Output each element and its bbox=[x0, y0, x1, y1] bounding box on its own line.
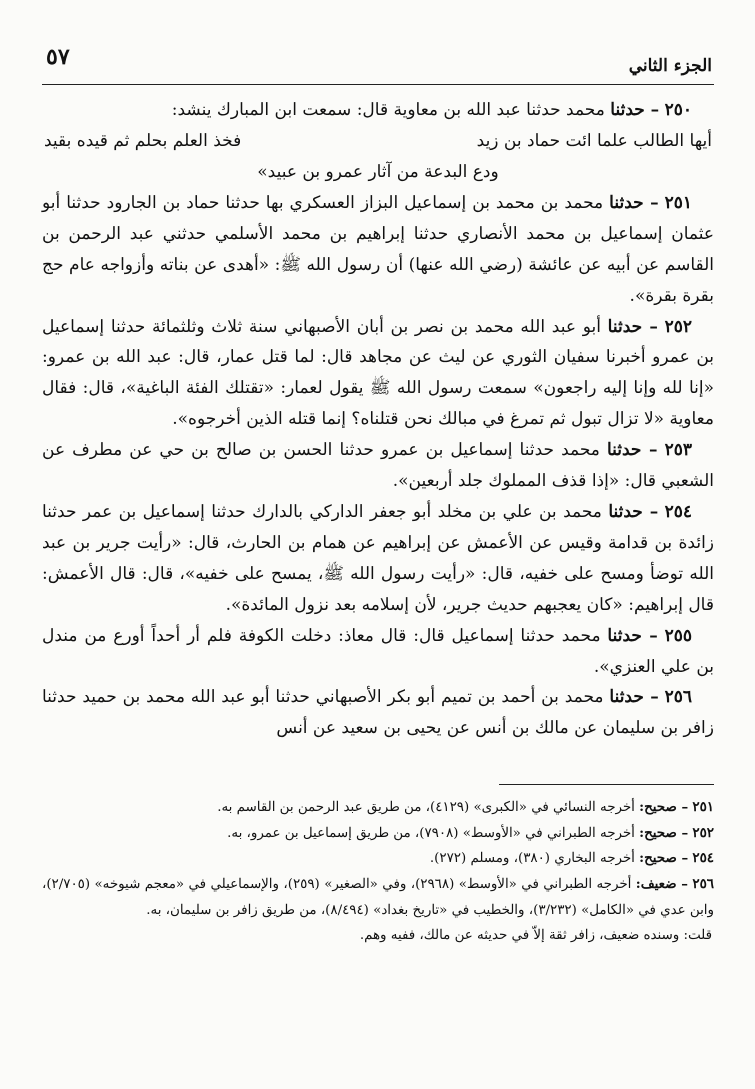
entry-lead: حدثنا bbox=[610, 100, 645, 120]
footnote-grade: صحيح: bbox=[639, 799, 677, 816]
hadith-entry-253: ٢٥٣ – حدثنا محمد حدثنا إسماعيل بن عمرو حدثنا الحسن بن صالح بن حي عن مطرف عن الشعبي قال: «إذا قذف المملوك جلد أربعين». bbox=[42, 440, 714, 492]
footnote-number: ٢٥٤ bbox=[692, 850, 714, 867]
entry-lead: حدثنا bbox=[608, 501, 643, 522]
footnote-text: أخرجه النسائي في «الكبرى» (٤١٢٩)، من طريق عبد الرحمن بن القاسم به. bbox=[217, 800, 635, 816]
footnote-251: ٢٥١ – صحيح: أخرجه النسائي في «الكبرى» (٤١٢٩)، من طريق عبد الرحمن بن القاسم به. bbox=[217, 799, 714, 816]
footnote-grade: ضعيف: bbox=[635, 876, 677, 892]
hadith-entry-250: ٢٥٠ – حدثنا محمد حدثنا عبد الله بن معاوية قال: سمعت ابن المبارك ينشد: bbox=[171, 100, 692, 120]
entry-text: محمد حدثنا إسماعيل بن عمرو حدثنا الحسن بن صالح بن حي عن مطرف عن الشعبي قال: «إذا قذف المملوك جلد أربعين». bbox=[42, 440, 714, 492]
footnote-number: ٢٥٦ bbox=[692, 876, 714, 892]
page-header bbox=[42, 40, 714, 85]
hadith-entry-256: ٢٥٦ – حدثنا محمد بن أحمد بن تميم أبو بكر الأصبهاني حدثنا أبو عبد الله محمد بن حميد حدثنا زافر بن سليمان عن مالك بن أنس عن يحيى بن سعيد عن أنس bbox=[42, 687, 714, 739]
entry-number: ٢٥٢ bbox=[664, 316, 692, 337]
entry-text: محمد حدثنا عبد الله بن معاوية قال: سمعت ابن المبارك ينشد: bbox=[171, 100, 605, 120]
entry-number: ٢٥١ bbox=[664, 192, 693, 213]
entry-number: ٢٥٥ bbox=[664, 625, 693, 646]
footnote-separator bbox=[499, 784, 714, 785]
entry-number: ٢٥٤ bbox=[664, 501, 693, 522]
hadith-entry-255: ٢٥٥ – حدثنا محمد حدثنا إسماعيل قال: قال معاذ: دخلت الكوفة فلم أر أحداً أورع من مندل بن علي العنزي». bbox=[42, 625, 714, 677]
footnote-grade: صحيح: bbox=[639, 850, 677, 867]
verse-hemistich-right: أيها الطالب علما ائت حماد بن زيد bbox=[476, 130, 712, 151]
entry-number: ٢٥٠ bbox=[664, 100, 692, 120]
entry-lead: حدثنا bbox=[606, 440, 642, 461]
footnote-256: ٢٥٦ – ضعيف: أخرجه الطبراني في «الأوسط» (٢٩٦٨)، وفي «الصغير» (٢٥٩)، والإسماعيلي في «معجم شيوخه» (٢/٧٠٥)، وابن عدي في «الكامل» (٣/٢٣٢)، والخطيب في «تاريخ بغداد» (٨/٤٩٤)، من طريق زافر بن سليمان، به. bbox=[42, 876, 714, 918]
footnote-note: قلت: وسنده ضعيف، زافر ثقة إلاّ في حديثه عن مالك، ففيه وهم. bbox=[359, 928, 712, 944]
running-title: الجزء الثاني bbox=[628, 56, 712, 76]
footnote-number: ٢٥٢ bbox=[692, 824, 714, 841]
entry-lead: حدثنا bbox=[609, 687, 644, 708]
verse-line-2: ودع البدعة من آثار عمرو بن عبيد» bbox=[257, 161, 499, 182]
footnote-text: أخرجه الطبراني في «الأوسط» (٢٩٦٨)، وفي «الصغير» (٢٥٩)، والإسماعيلي في «معجم شيوخه» (٢/٧٠٥)، وابن عدي في «الكامل» (٣/٢٣٢)، والخطيب في «تاريخ بغداد» (٨/٤٩٤)، من طريق زافر بن سليمان، به. bbox=[42, 877, 714, 918]
entry-text: محمد بن أحمد بن تميم أبو بكر الأصبهاني حدثنا أبو عبد الله محمد بن حميد حدثنا زافر بن سليمان عن مالك بن أنس عن يحيى بن سعيد عن أنس bbox=[42, 687, 714, 739]
entry-text: أبو عبد الله محمد بن نصر بن أبان الأصبهاني سنة ثلاث وثلثمائة حدثنا إسماعيل بن عمرو أخبرنا سفيان الثوري عن ليث عن مجاهد قال: لما قتل عمار، قال: عبد الله بن عمرو: «إنا لله وإنا إليه راجعون» سمعت رسول الله ﷺ يقول لعمار: «تقتلك الفئة الباغية»، قال: فقال معاوية «لا تزال تبول ثم تمرغ في مبالك نحن قتلناه؟ إنما قتله الذين أخرجوه». bbox=[42, 316, 714, 430]
poem-verse bbox=[42, 126, 714, 157]
entry-text: محمد حدثنا إسماعيل قال: قال معاذ: دخلت الكوفة فلم أر أحداً أورع من مندل بن علي العنزي». bbox=[42, 625, 714, 677]
footnote-254: ٢٥٤ – صحيح: أخرجه البخاري (٣٨٠)، ومسلم (٢٧٢). bbox=[429, 850, 714, 867]
entry-lead: حدثنا bbox=[607, 316, 643, 337]
page-number: ٥٧ bbox=[46, 44, 70, 70]
verse-hemistich-left: فخذ العلم بحلم ثم قيده بقيد bbox=[44, 130, 242, 151]
entry-text: محمد بن علي بن مخلد أبو جعفر الداركي بالدارك حدثنا إسماعيل بن عمر حدثنا زائدة بن قدامة وقيس عن الأعمش عن إبراهيم عن همام بن الحارث، قال: «رأيت جرير بن عبد الله توضأ ومسح على خفيه، قال: «رأيت رسول الله ﷺ، يمسح على خفيه»، قال: قال الأعمش: قال إبراهيم: «كان يعجبهم حديث جرير، لأن إسلامه بعد نزول المائدة». bbox=[42, 501, 714, 615]
footnote-number: ٢٥١ bbox=[692, 799, 714, 816]
footnotes bbox=[42, 795, 714, 949]
footnote-text: أخرجه الطبراني في «الأوسط» (٧٩٠٨)، من طريق إسماعيل بن عمرو، به. bbox=[227, 825, 635, 841]
book-page bbox=[42, 40, 714, 1060]
footnote-252: ٢٥٢ – صحيح: أخرجه الطبراني في «الأوسط» (٧٩٠٨)، من طريق إسماعيل بن عمرو، به. bbox=[227, 824, 714, 841]
entry-lead: حدثنا bbox=[609, 192, 644, 213]
hadith-entry-251: ٢٥١ – حدثنا محمد بن محمد بن إسماعيل البزاز العسكري بها حدثنا حماد بن الجارود حدثنا أبو عثمان إسماعيل بن محمد الأنصاري حدثنا إبراهيم بن محمد الأسلمي حدثني عبد الرحمن بن القاسم عن أبيه عن عائشة (رضي الله عنها) أن رسول الله ﷺ: «أهدى عن بناته وأزواجه عام حج بقرة بقرة». bbox=[42, 192, 714, 306]
entry-number: ٢٥٣ bbox=[664, 440, 692, 461]
entry-number: ٢٥٦ bbox=[664, 687, 693, 708]
entry-text: محمد بن محمد بن إسماعيل البزاز العسكري بها حدثنا حماد بن الجارود حدثنا أبو عثمان إسماعيل بن محمد الأنصاري حدثنا إبراهيم بن محمد الأسلمي حدثني عبد الرحمن بن القاسم عن أبيه عن عائشة (رضي الله عنها) أن رسول الله ﷺ: «أهدى عن بناته وأزواجه عام حج بقرة بقرة». bbox=[42, 192, 714, 306]
main-text bbox=[42, 95, 714, 744]
footnote-text: أخرجه البخاري (٣٨٠)، ومسلم (٢٧٢). bbox=[429, 851, 635, 867]
hadith-entry-254: ٢٥٤ – حدثنا محمد بن علي بن مخلد أبو جعفر الداركي بالدارك حدثنا إسماعيل بن عمر حدثنا زائدة بن قدامة وقيس عن الأعمش عن إبراهيم عن همام بن الحارث، قال: «رأيت جرير بن عبد الله توضأ ومسح على خفيه، قال: «رأيت رسول الله ﷺ، يمسح على خفيه»، قال: قال الأعمش: قال إبراهيم: «كان يعجبهم حديث جرير، لأن إسلامه بعد نزول المائدة». bbox=[42, 501, 714, 615]
hadith-entry-252: ٢٥٢ – حدثنا أبو عبد الله محمد بن نصر بن أبان الأصبهاني سنة ثلاث وثلثمائة حدثنا إسماعيل بن عمرو أخبرنا سفيان الثوري عن ليث عن مجاهد قال: لما قتل عمار، قال: عبد الله بن عمرو: «إنا لله وإنا إليه راجعون» سمعت رسول الله ﷺ يقول لعمار: «تقتلك الفئة الباغية»، قال: فقال معاوية «لا تزال تبول ثم تمرغ في مبالك نحن قتلناه؟ إنما قتله الذين أخرجوه». bbox=[42, 316, 714, 430]
footnote-grade: صحيح: bbox=[639, 824, 677, 841]
entry-lead: حدثنا bbox=[607, 625, 642, 646]
